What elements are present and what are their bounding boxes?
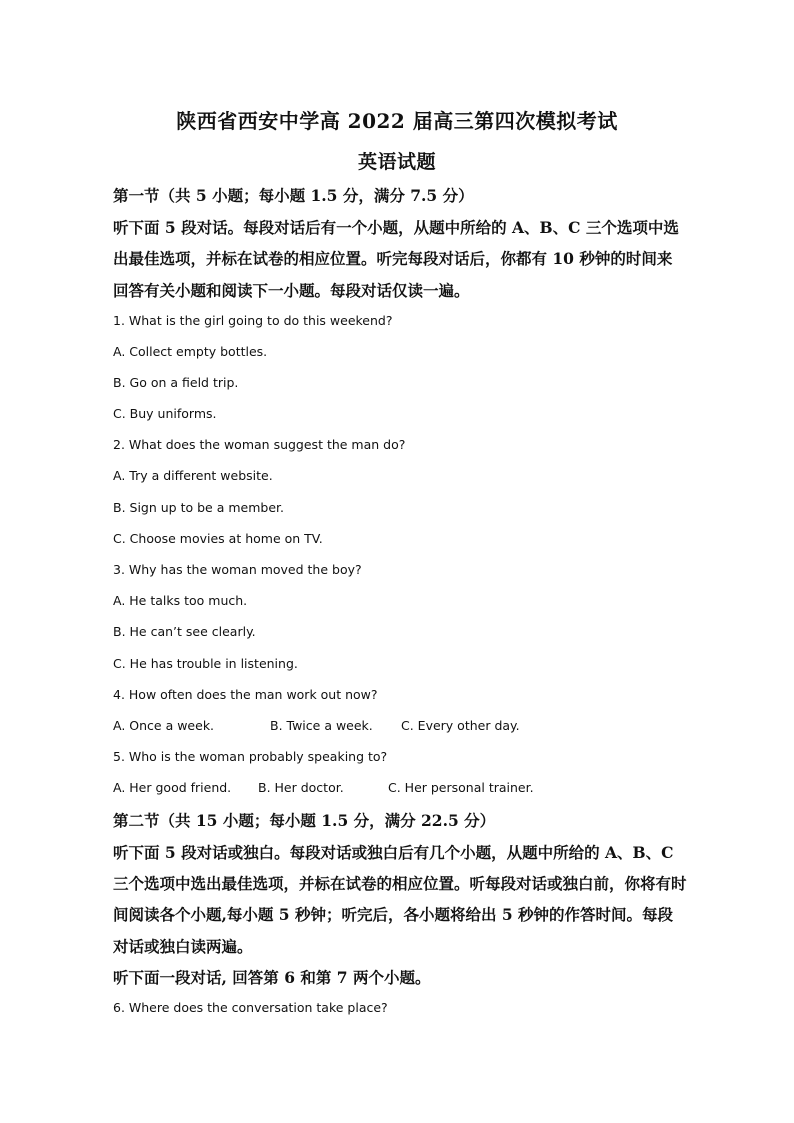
- section1-instruction-line: 回答有关小题和阅读下一小题。每段对话仅读一遍。: [113, 281, 470, 300]
- section1-heading: 第一节（共 5 小题；每小题 1.5 分，满分 7.5 分）: [113, 186, 474, 205]
- page-title: 陕西省西安中学高 2022 届高三第四次模拟考试: [176, 109, 618, 133]
- question-stem: 1. What is the girl going to do this weekend?: [113, 313, 393, 328]
- section1-instruction-line: 出最佳选项，并标在试卷的相应位置。听完每段对话后，你都有 10 秒钟的时间来: [113, 249, 673, 268]
- question-option: C. Choose movies at home on TV.: [113, 531, 323, 546]
- section2-heading: 第二节（共 15 小题；每小题 1.5 分，满分 22.5 分）: [113, 811, 496, 830]
- question-option: A. He talks too much.: [113, 593, 248, 608]
- question-option: B. Sign up to be a member.: [113, 500, 284, 515]
- section2-instruction-line: 间阅读各个小题,每小题 5 秒钟；听完后，各小题将给出 5 秒钟的作答时间。每段: [113, 905, 674, 924]
- section2-subheading: 听下面一段对话, 回答第 6 和第 7 两个小题。: [113, 968, 431, 987]
- question-option: A. Once a week.: [113, 718, 215, 733]
- question-option: A. Her good friend.: [113, 780, 232, 795]
- question-option: A. Collect empty bottles.: [113, 344, 268, 359]
- question-option: C. Her personal trainer.: [388, 780, 534, 795]
- section1-instruction-line: 听下面 5 段对话。每段对话后有一个小题，从题中所给的 A、B、C 三个选项中选: [113, 218, 679, 237]
- question-option: B. Her doctor.: [258, 780, 344, 795]
- question-option: C. Buy uniforms.: [113, 406, 217, 421]
- section2-instruction-line: 对话或独白读两遍。: [113, 937, 253, 956]
- question-option: B. He can’t see clearly.: [113, 624, 256, 639]
- question-option: B. Go on a field trip.: [113, 375, 239, 390]
- question-stem: 2. What does the woman suggest the man do?: [113, 437, 406, 452]
- question-option: C. He has trouble in listening.: [113, 656, 298, 671]
- question-stem: 5. Who is the woman probably speaking to?: [113, 749, 388, 764]
- section2-instruction-line: 听下面 5 段对话或独白。每段对话或独白后有几个小题，从题中所给的 A、B、C: [113, 843, 674, 862]
- page-subtitle: 英语试题: [357, 151, 436, 173]
- section2-instruction-line: 三个选项中选出最佳选项，并标在试卷的相应位置。听每段对话或独白前，你将有时: [113, 874, 687, 893]
- question-stem: 6. Where does the conversation take place?: [113, 1000, 388, 1015]
- question-stem: 3. Why has the woman moved the boy?: [113, 562, 362, 577]
- question-option: A. Try a different website.: [113, 468, 273, 483]
- question-option: C. Every other day.: [401, 718, 520, 733]
- question-option: B. Twice a week.: [270, 718, 373, 733]
- question-stem: 4. How often does the man work out now?: [113, 687, 378, 702]
